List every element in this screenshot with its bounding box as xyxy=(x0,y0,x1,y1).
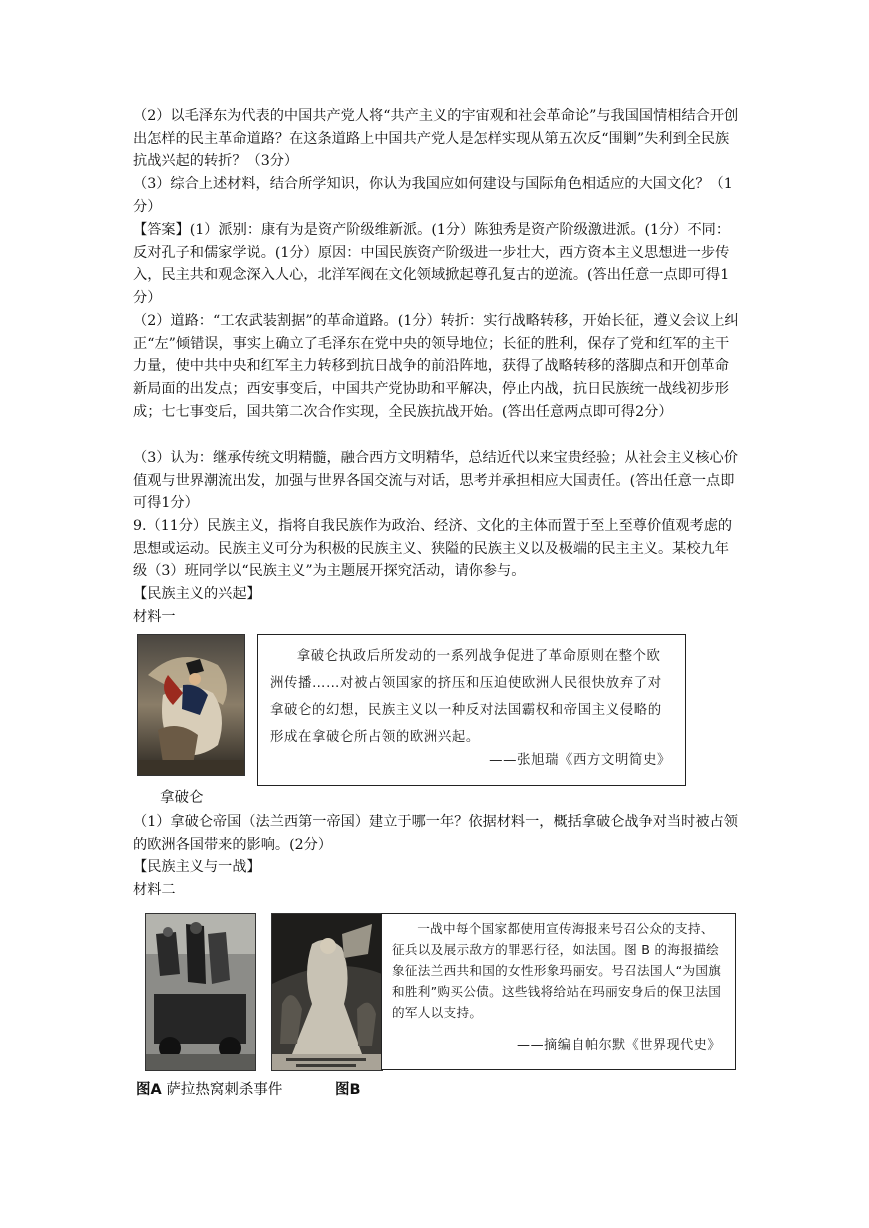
question-9-intro: 9.（11分）民族主义，指将自我民族作为政治、经济、文化的主体而置于至上至尊价值观考虑的思想或运动。民族主义可分为积极的民族主义、狭隘的民族主义以及极端的民主主义。某校九年级（3）班同学以“民族主义”为主题展开探究活动，请你参与。 xyxy=(133,518,733,580)
material-2-quote-box xyxy=(381,913,736,1070)
material-2-source: ——摘编自帕尔默《世界现代史》 xyxy=(516,1038,721,1053)
material-1-quote-text: 拿破仑执政后所发动的一系列战争促进了革命原则在整个欧洲传播……对被占领国家的挤压和压迫使欧洲人民很快放弃了对拿破仑的幻想，民族主义以一种反对法国霸权和帝国主义侵略的形成在拿破仑所占领的欧洲兴起。 xyxy=(270,649,662,745)
question-9-1-text: （1）拿破仑帝国（法兰西第一帝国）建立于哪一年？依据材料一，概括拿破仑战争对当时被占领的欧洲各国带来的影响。(2分） xyxy=(133,814,738,853)
material-1-quote-box xyxy=(257,634,686,786)
answer-3-text: （3）认为：继承传统文明精髓，融合西方文明精华，总结近代以来宝贵经验；从社会主义核心价值观与世界潮流出发，加强与世界各国交流与对话，思考并承担相应大国责任。(答出任意一点即可得1分） xyxy=(133,450,738,512)
section-heading-ww1: 【民族主义与一战】 xyxy=(133,859,261,875)
figure-a-caption xyxy=(136,1078,282,1099)
material-1-label: 材料一 xyxy=(133,609,176,625)
marianne-poster-icon xyxy=(272,914,382,1070)
material-1-source: ——张旭瑞《西方文明简史》 xyxy=(489,753,671,768)
figure-b-poster-image xyxy=(271,913,383,1071)
figure-a-caption-letter: 图A xyxy=(136,1082,162,1098)
material-2-quote-text: 一战中每个国家都使用宣传海报来号召公众的支持、征兵以及展示敌方的罪恶行径，如法国。图 B 的海报描绘象征法兰西共和国的女性形象玛丽安。号召法国人“为国旗和胜利”购买公债。这些钱将给站在玛丽安身后的保卫法国的军人以支持。 xyxy=(392,921,722,1020)
napoleon-painting-icon xyxy=(138,635,244,775)
figure-b-caption: 图B xyxy=(335,1082,361,1098)
section-heading-rise: 【民族主义的兴起】 xyxy=(133,586,261,602)
figure-a-caption-text: 萨拉热窝刺杀事件 xyxy=(166,1082,283,1098)
figure-a-sarajevo-photo xyxy=(145,913,256,1071)
answer-2-text: （2）道路：“工农武装割据”的革命道路。(1分）转折：实行战略转移，开始长征，遵义会议上纠正“左”倾错误，事实上确立了毛泽东在党中央的领导地位；长征的胜利，保存了党和红军的主干力量，使中共中央和红军主力转移到抗日战争的前沿阵地，获得了战略转移的落脚点和开创革命新局面的出发点；西安事变后，中国共产党协助和平解决，停止内战，抗日民族统一战线初步形成；七七事变后，国共第二次合作实现，全民族抗战开始。(答出任意两点即可得2分） xyxy=(133,313,739,420)
question-3-text: （3）综合上述材料，结合所学知识，你认为我国应如何建设与国际角色相适应的大国文化？（1分） xyxy=(133,176,733,215)
sarajevo-photo-icon xyxy=(146,914,255,1070)
question-2-text: （2）以毛泽东为代表的中国共产党人将“共产主义的宇宙观和社会革命论”与我国国情相结合开创出怎样的民主革命道路？在这条道路上中国共产党人是怎样实现从第五次反“围剿”失利到全民族抗战兴起的转折？（3分） xyxy=(133,108,739,170)
napoleon-caption: 拿破仑 xyxy=(160,790,204,806)
napoleon-portrait-image xyxy=(137,634,245,776)
material-2-label: 材料二 xyxy=(133,882,176,898)
answer-1-text: 【答案】(1）派别：康有为是资产阶级维新派。(1分）陈独秀是资产阶级激进派。(1分）不同：反对孔子和儒家学说。(1分）原因：中国民族资产阶级进一步壮大，西方资本主义思想进一步传入，民主共和观念深入人心，北洋军阀在文化领域掀起尊孔复古的逆流。(答出任意一点即可得1分） xyxy=(133,222,731,307)
